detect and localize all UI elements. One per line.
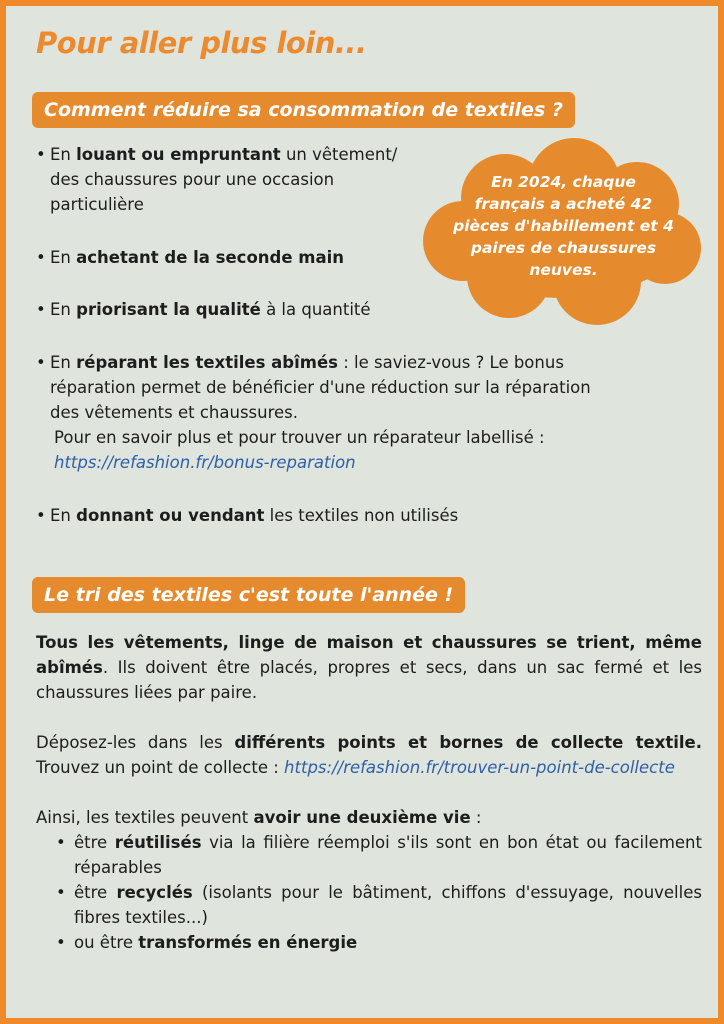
bullet-icon: •	[56, 933, 66, 952]
bullet-icon: •	[36, 353, 46, 372]
list-item: • ou être transformés en énergie	[36, 930, 702, 955]
list-item: • En achetant de la seconde main	[36, 245, 344, 270]
list-item: • En priorisant la qualité à la quantité	[36, 297, 371, 322]
page-title: Pour aller plus loin...	[36, 26, 367, 60]
bullet-icon: •	[36, 145, 46, 164]
sorting-section	[36, 630, 702, 955]
bullet-icon: •	[36, 506, 46, 525]
bullet-icon: •	[56, 883, 66, 902]
list-item: • En louant ou empruntant un vêtement/ des chaussures pour une occasion particulière	[36, 142, 397, 217]
sorting-paragraph: Tous les vêtements, linge de maison et chaussures se trient, même abîmés. Ils doivent être placés, propres et secs, dans un sac fermé et les chaussures liées par paire.	[36, 633, 702, 702]
cloud-fact: En 2024, chaque français a acheté 42 pièces d'habillement et 4 paires de chaussures neuves.	[453, 173, 674, 279]
bullet-icon: •	[36, 248, 46, 267]
list-item: • En donnant ou vendant les textiles non utilisés	[36, 503, 458, 528]
list-item: • être recyclés (isolants pour le bâtiment, chiffons d'essuyage, nouvelles fibres textiles...)	[36, 880, 702, 930]
list-item: • En réparant les textiles abîmés : le saviez-vous ? Le bonus réparation permet de bénéficier d'une réduction sur la réparation des vêtements et chaussures. Pour en savoir plus et pour trouver un réparateur labellisé : https://refashion.fr/bonus-reparation	[36, 350, 700, 475]
second-life-list	[36, 830, 702, 955]
collection-point-link[interactable]: https://refashion.fr/trouver-un-point-de-collecte	[284, 758, 675, 777]
section-heading-sorting: Le tri des textiles c'est toute l'année !	[32, 577, 465, 613]
collection-paragraph: Déposez-les dans les différents points et bornes de collecte textile. Trouvez un point de collecte : https://refashion.fr/trouver-un-point-de-collecte	[36, 733, 703, 777]
bullet-icon: •	[56, 833, 66, 852]
section-heading-consumption: Comment réduire sa consommation de textiles ?	[32, 92, 575, 128]
second-life-paragraph: Ainsi, les textiles peuvent avoir une deuxième vie :	[36, 808, 482, 827]
bonus-reparation-link[interactable]: https://refashion.fr/bonus-reparation	[54, 453, 356, 472]
bullet-icon: •	[36, 300, 46, 319]
list-item: • être réutilisés via la filière réemploi s'ils sont en bon état ou facilement réparables	[36, 830, 702, 880]
